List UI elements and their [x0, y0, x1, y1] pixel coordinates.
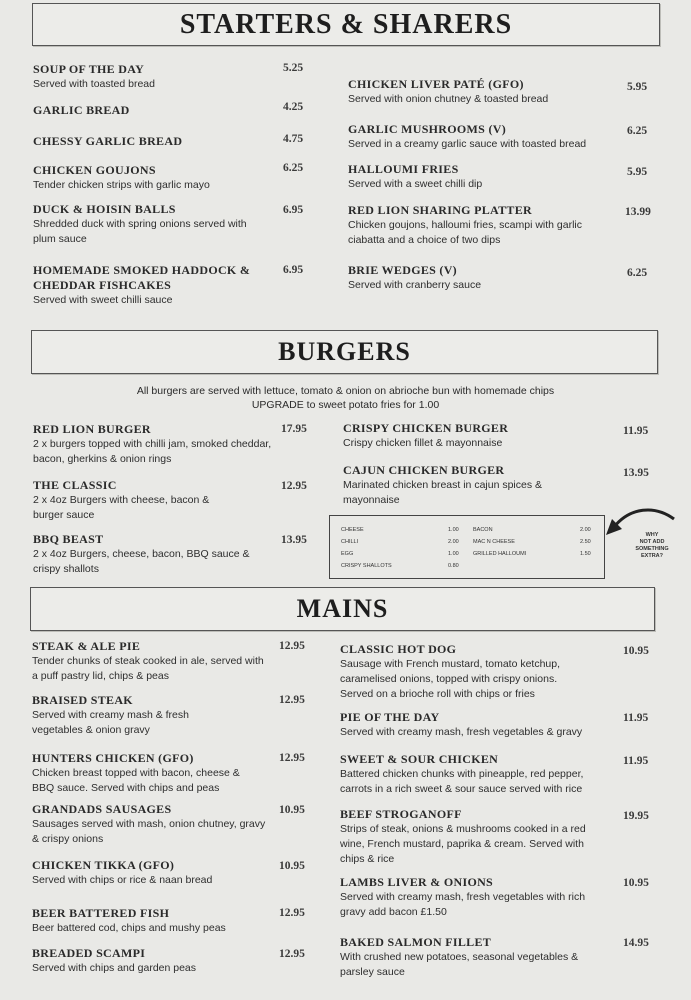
menu-item — [340, 710, 610, 740]
item-description: Served with creamy mash & fresh vegetables & onion gravy — [32, 709, 189, 736]
item-name: DUCK & HOISIN BALLS — [33, 202, 176, 216]
item-description: Served with toasted bread — [33, 78, 155, 90]
item-description: Beer battered cod, chips and mushy peas — [32, 922, 226, 934]
item-name: CHESSY GARLIC BREAD — [33, 134, 183, 148]
menu-item — [340, 935, 600, 980]
item-name: BAKED SALMON FILLET — [340, 935, 492, 949]
item-name: SOUP OF THE DAY — [33, 62, 145, 76]
item-description: Marinated chicken breast in cajun spices & mayonnaise — [343, 479, 543, 506]
menu-item — [32, 802, 267, 847]
item-description: Served with a sweet chilli dip — [348, 178, 483, 190]
item-description: 2 x 4oz Burgers, cheese, bacon, BBQ sauce & crispy shallots — [33, 548, 250, 575]
item-name: BREADED SCAMPI — [32, 946, 146, 960]
item-price: 6.25 — [627, 125, 648, 137]
item-name: BEEF STROGANOFF — [340, 807, 462, 821]
extra-price: 0.80 — [448, 563, 459, 569]
extra-price: 2.50 — [580, 539, 591, 545]
item-price: 10.95 — [623, 877, 649, 889]
item-description: 2 x 4oz Burgers with cheese, bacon & burger sauce — [33, 494, 210, 521]
item-price: 6.25 — [283, 162, 304, 174]
item-name: HOMEMADE SMOKED HADDOCK & CHEDDAR FISHCAKES — [33, 263, 251, 292]
menu-item — [32, 906, 272, 936]
item-price: 19.95 — [623, 810, 649, 822]
extra-price: 2.00 — [580, 527, 591, 533]
extra-price: 1.50 — [580, 551, 591, 557]
item-description: Served with sweet chilli sauce — [33, 294, 173, 306]
item-price: 10.95 — [623, 645, 649, 657]
item-name: STEAK & ALE PIE — [32, 639, 141, 653]
item-price: 12.95 — [279, 694, 305, 706]
menu-item — [32, 751, 257, 796]
item-description: 2 x burgers topped with chilli jam, smoked cheddar, bacon, gherkins & onion rings — [33, 438, 272, 465]
menu-item — [340, 875, 590, 920]
item-name: CHICKEN GOUJONS — [33, 163, 156, 177]
menu-item — [32, 693, 232, 738]
section-header-mains: MAINS — [30, 587, 655, 631]
item-name: THE CLASSIC — [33, 478, 117, 492]
item-price: 13.95 — [623, 467, 649, 479]
burger-note-line: All burgers are served with lettuce, tomato & onion on abrioche bun with homemade chips — [136, 385, 555, 397]
extra-name: CHEESE — [341, 527, 364, 533]
item-price: 5.25 — [283, 62, 304, 74]
item-price: 13.99 — [625, 206, 651, 218]
item-name: LAMBS LIVER & ONIONS — [340, 875, 494, 889]
item-description: Served with cranberry sauce — [348, 279, 482, 291]
item-name: GRANDADS SAUSAGES — [32, 802, 172, 816]
item-description: Served with chips or rice & naan bread — [32, 874, 213, 886]
item-price: 5.95 — [627, 81, 648, 93]
item-name: CLASSIC HOT DOG — [340, 642, 457, 656]
item-price: 4.75 — [283, 133, 304, 145]
item-price: 13.95 — [281, 534, 307, 546]
menu-item — [348, 122, 618, 152]
menu-item — [343, 421, 603, 451]
menu-item — [348, 263, 618, 293]
burger-note — [0, 384, 691, 412]
menu-item — [340, 807, 595, 867]
item-name: CHICKEN LIVER PATÉ (GFO) — [348, 77, 524, 91]
menu-item — [340, 752, 608, 797]
menu-item — [33, 422, 273, 467]
item-name: SWEET & SOUR CHICKEN — [340, 752, 499, 766]
item-description: Sausages served with mash, onion chutney, gravy & crispy onions — [32, 818, 266, 845]
item-price: 12.95 — [279, 907, 305, 919]
menu-item — [348, 203, 610, 248]
menu-item — [348, 162, 618, 192]
item-price: 14.95 — [623, 937, 649, 949]
extras-callout — [622, 532, 682, 560]
item-description: Served with onion chutney & toasted bread — [348, 93, 549, 105]
item-description: Served with chips and garden peas — [32, 962, 197, 974]
menu-item — [32, 858, 267, 888]
extras-box — [329, 515, 605, 579]
item-price: 6.25 — [627, 267, 648, 279]
menu-item — [33, 478, 233, 523]
item-price: 10.95 — [279, 860, 305, 872]
item-name: CHICKEN TIKKA (GFO) — [32, 858, 175, 872]
extras-callout-line: NOT ADD — [639, 539, 665, 545]
item-price: 5.95 — [627, 166, 648, 178]
section-header-starters: STARTERS & SHARERS — [32, 3, 660, 46]
menu-item — [33, 134, 273, 149]
item-description: Sausage with French mustard, tomato ketchup, caramelised onions, topped with crispy onions. Served on a brioche roll with chips or fries — [340, 658, 561, 700]
item-price: 11.95 — [623, 425, 649, 437]
item-price: 4.25 — [283, 101, 304, 113]
item-price: 6.95 — [283, 204, 304, 216]
item-name: GARLIC MUSHROOMS (V) — [348, 122, 506, 136]
item-price: 11.95 — [623, 712, 649, 724]
item-price: 12.95 — [279, 640, 305, 652]
menu-item — [33, 163, 273, 193]
burger-upgrade-line: UPGRADE to sweet potato fries for 1.00 — [251, 399, 440, 411]
item-description: Shredded duck with spring onions served with plum sauce — [33, 218, 247, 245]
item-description: With crushed new potatoes, seasonal vegetables & parsley sauce — [340, 951, 579, 978]
extra-price: 2.00 — [448, 539, 459, 545]
item-description: Tender chicken strips with garlic mayo — [33, 179, 210, 191]
item-description: Crispy chicken fillet & mayonnaise — [343, 437, 503, 449]
item-price: 12.95 — [279, 752, 305, 764]
item-name: RED LION BURGER — [33, 422, 151, 436]
item-price: 12.95 — [281, 480, 307, 492]
menu-item — [33, 263, 263, 308]
item-description: Tender chunks of steak cooked in ale, served with a puff pastry lid, chips & peas — [32, 655, 264, 682]
extra-name: EGG — [341, 551, 354, 557]
item-description: Strips of steak, onions & mushrooms cooked in a red wine, French mustard, paprika & cream. Served with chips & rice — [340, 823, 586, 865]
menu-item — [348, 77, 618, 107]
item-name: BRIE WEDGES (V) — [348, 263, 457, 277]
item-price: 17.95 — [281, 423, 307, 435]
extras-callout-line: SOMETHING — [635, 546, 669, 552]
extra-name: MAC N CHEESE — [473, 539, 515, 545]
item-name: GARLIC BREAD — [33, 103, 130, 117]
item-name: BBQ BEAST — [33, 532, 104, 546]
menu-item — [343, 463, 588, 508]
extra-name: BACON — [473, 527, 493, 533]
menu-item — [33, 532, 268, 577]
item-name: BEER BATTERED FISH — [32, 906, 170, 920]
item-description: Chicken breast topped with bacon, cheese & BBQ sauce. Served with chips and peas — [32, 767, 240, 794]
item-name: CRISPY CHICKEN BURGER — [343, 421, 509, 435]
item-price: 12.95 — [279, 948, 305, 960]
menu-item — [32, 639, 267, 684]
item-price: 11.95 — [623, 755, 649, 767]
item-price: 10.95 — [279, 804, 305, 816]
extra-price: 1.00 — [448, 551, 459, 557]
item-description: Served with creamy mash, fresh vegetables with rich gravy add bacon £1.50 — [340, 891, 586, 918]
item-description: Battered chicken chunks with pineapple, red pepper, carrots in a rich sweet & sour sauce served with rice — [340, 768, 584, 795]
item-name: RED LION SHARING PLATTER — [348, 203, 533, 217]
extra-price: 1.00 — [448, 527, 459, 533]
section-header-burgers: BURGERS — [31, 330, 658, 374]
menu-item — [32, 946, 272, 976]
item-name: PIE OF THE DAY — [340, 710, 440, 724]
item-name: HALLOUMI FRIES — [348, 162, 459, 176]
item-description: Served with creamy mash, fresh vegetables & gravy — [340, 726, 583, 738]
menu-item — [340, 642, 590, 702]
extras-callout-line: EXTRA? — [641, 553, 663, 559]
item-name: HUNTERS CHICKEN (GFO) — [32, 751, 194, 765]
item-name: BRAISED STEAK — [32, 693, 133, 707]
item-price: 6.95 — [283, 264, 304, 276]
item-name: CAJUN CHICKEN BURGER — [343, 463, 505, 477]
menu-item — [33, 202, 263, 247]
item-description: Chicken goujons, halloumi fries, scampi with garlic ciabatta and a choice of two dips — [348, 219, 583, 246]
menu-item — [33, 103, 273, 118]
extras-callout-line: WHY — [645, 532, 659, 538]
menu-item — [33, 62, 273, 92]
extra-name: GRILLED HALLOUMI — [473, 551, 527, 557]
extra-name: CHILLI — [341, 539, 359, 545]
item-description: Served in a creamy garlic sauce with toasted bread — [348, 138, 587, 150]
extra-name: CRISPY SHALLOTS — [341, 563, 392, 569]
